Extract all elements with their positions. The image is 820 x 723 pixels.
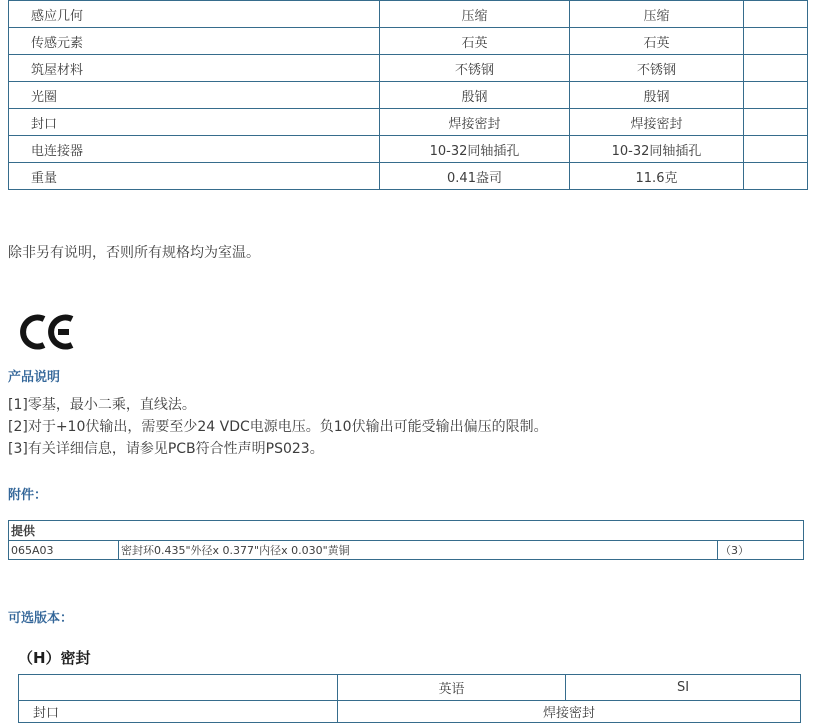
product-note-line: [1]零基，最小二乘，直线法。 — [8, 397, 196, 413]
spec-value-si: 10-32同轴插孔 — [570, 136, 744, 163]
opt-row-value: 焊接密封 — [338, 701, 801, 723]
spec-label: 重量 — [9, 163, 380, 190]
accessories-heading: 附件： — [8, 488, 48, 503]
table-row — [9, 163, 808, 190]
opt-si-header: SI — [566, 675, 801, 701]
table-row — [9, 136, 808, 163]
opt-row-label: 封口 — [19, 701, 338, 723]
spec-label: 感应几何 — [9, 1, 380, 28]
spec-value-english: 0.41盎司 — [380, 163, 570, 190]
table-row — [19, 675, 801, 701]
accessories-table — [8, 520, 804, 560]
spec-value-si: 殷钢 — [570, 82, 744, 109]
ce-mark-icon — [18, 312, 820, 352]
product-notes — [8, 394, 820, 460]
spec-value-si: 石英 — [570, 28, 744, 55]
spec-label: 筑屋材料 — [9, 55, 380, 82]
spec-empty-cell — [744, 1, 808, 28]
table-row — [9, 28, 808, 55]
product-notes-heading: 产品说明 — [8, 370, 61, 385]
table-row — [9, 541, 804, 560]
spec-value-english: 不锈钢 — [380, 55, 570, 82]
spec-value-si: 焊接密封 — [570, 109, 744, 136]
table-row — [9, 109, 808, 136]
spec-value-english: 焊接密封 — [380, 109, 570, 136]
spec-value-english: 压缩 — [380, 1, 570, 28]
optional-version-table — [18, 674, 801, 723]
accessory-quantity: （3） — [718, 541, 804, 560]
spec-label: 封口 — [9, 109, 380, 136]
optional-versions-heading: 可选版本： — [8, 611, 74, 626]
room-temperature-note: 除非另有说明，否则所有规格均为室温。 — [8, 245, 260, 261]
spec-value-english: 殷钢 — [380, 82, 570, 109]
table-row — [9, 521, 804, 541]
spec-value-si: 压缩 — [570, 1, 744, 28]
spec-empty-cell — [744, 136, 808, 163]
spec-label: 电连接器 — [9, 136, 380, 163]
spec-empty-cell — [744, 82, 808, 109]
table-row — [9, 55, 808, 82]
product-note-line: [3]有关详细信息，请参见PCB符合性声明PS023。 — [8, 441, 324, 457]
spec-empty-cell — [744, 28, 808, 55]
spec-value-english: 10-32同轴插孔 — [380, 136, 570, 163]
product-note-line: [2]对于+10伏输出，需要至少24 VDC电源电压。负10伏输出可能受输出偏压的限制。 — [8, 419, 548, 435]
spec-table — [8, 0, 808, 190]
table-row — [9, 82, 808, 109]
opt-empty-header-cell — [19, 675, 338, 701]
spec-value-si: 11.6克 — [570, 163, 744, 190]
accessory-part-number: 065A03 — [9, 541, 119, 560]
spec-value-english: 石英 — [380, 28, 570, 55]
spec-label: 传感元素 — [9, 28, 380, 55]
accessories-table-header: 提供 — [9, 521, 804, 541]
spec-empty-cell — [744, 55, 808, 82]
spec-value-si: 不锈钢 — [570, 55, 744, 82]
spec-label: 光圈 — [9, 82, 380, 109]
version-title: （H）密封 — [18, 649, 91, 667]
accessory-description: 密封环0.435"外径x 0.377"内径x 0.030"黄铜 — [119, 541, 718, 560]
table-row — [9, 1, 808, 28]
spec-empty-cell — [744, 163, 808, 190]
table-row — [19, 701, 801, 723]
opt-english-header: 英语 — [338, 675, 566, 701]
spec-empty-cell — [744, 109, 808, 136]
